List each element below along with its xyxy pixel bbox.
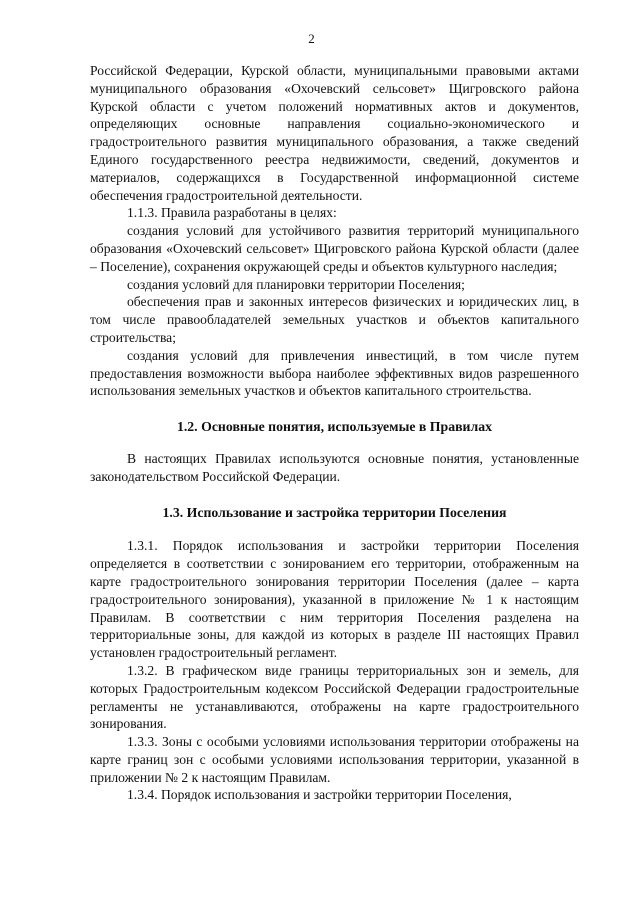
paragraph-1-2: В настоящих Правилах используются основные понятия, установленные законодательством Российской Федерации. (90, 450, 579, 484)
paragraph-goals-intro: 1.1.3. Правила разработаны в целях: (127, 205, 337, 221)
paragraph-1-3-3: 1.3.3. Зоны с особыми условиями использования территории отображены на карте границ зон с особыми условиями использования территории, указанной в приложении № 2 к настоящим Правилам. (90, 734, 579, 785)
paragraph-continuation: Российской Федерации, Курской области, муниципальными правовыми актами муниципального образования «Охочевский сельсовет» Щигровского района Курской области с учетом положений нормативных актов и документов, определяющих основные направления социально-экономического и градостроительного развития муниципального образования, а также сведений Единого государственного реестра недвижимости, сведений, документов и материалов, содержащихся в Государственной информационной системе обеспечения градостроительной деятельности. (90, 63, 579, 203)
paragraph-goal-1: создания условий для устойчивого развития территорий муниципального образования «Охочевский сельсовет» Щигровского района Курской области (далее – Поселение), сохранения окружающей среды и объектов культурного наследия; (90, 223, 579, 274)
paragraph-1-3-2: 1.3.2. В графическом виде границы территориальных зон и земель, для которых Градостроительным кодексом Российской Федерации градостроительные регламенты не устанавливаются, отображены на карте градостроительного зонирования. (90, 662, 579, 732)
document-body (90, 62, 579, 804)
paragraph-goal-4: создания условий для привлечения инвестиций, в том числе путем предоставления возможности выбора наиболее эффективных видов разрешенного использования земельных участков и объектов капитального строительства. (90, 347, 579, 399)
section-heading-1-2: 1.2. Основные понятия, используемые в Правилах (176, 419, 493, 435)
paragraph-goal-3: обеспечения прав и законных интересов физических и юридических лиц, в том числе правообладателей земельных участков и объектов капитального строительства; (90, 294, 579, 345)
paragraph-1-3-4: 1.3.4. Порядок использования и застройки территории Поселения, (127, 787, 512, 803)
paragraph-goal-2: создания условий для планировки территории Поселения; (127, 276, 465, 292)
page-number: 2 (308, 31, 315, 46)
section-heading-1-3: 1.3. Использование и застройка территории Поселения (162, 504, 507, 520)
paragraph-1-3-1: 1.3.1. Порядок использования и застройки территории Поселения определяется в соответствии с зонированием его территории, отображенным на карте градостроительного зонирования территории Поселения (далее – карта градостроительного зонирования), указанной в приложение № 1 к настоящим Правилам. В соответствии с ним территория Поселения разделена на территориальные зоны, для каждой из которых в разделе III настоящих Правил установлен градостроительный регламент. (90, 538, 579, 661)
